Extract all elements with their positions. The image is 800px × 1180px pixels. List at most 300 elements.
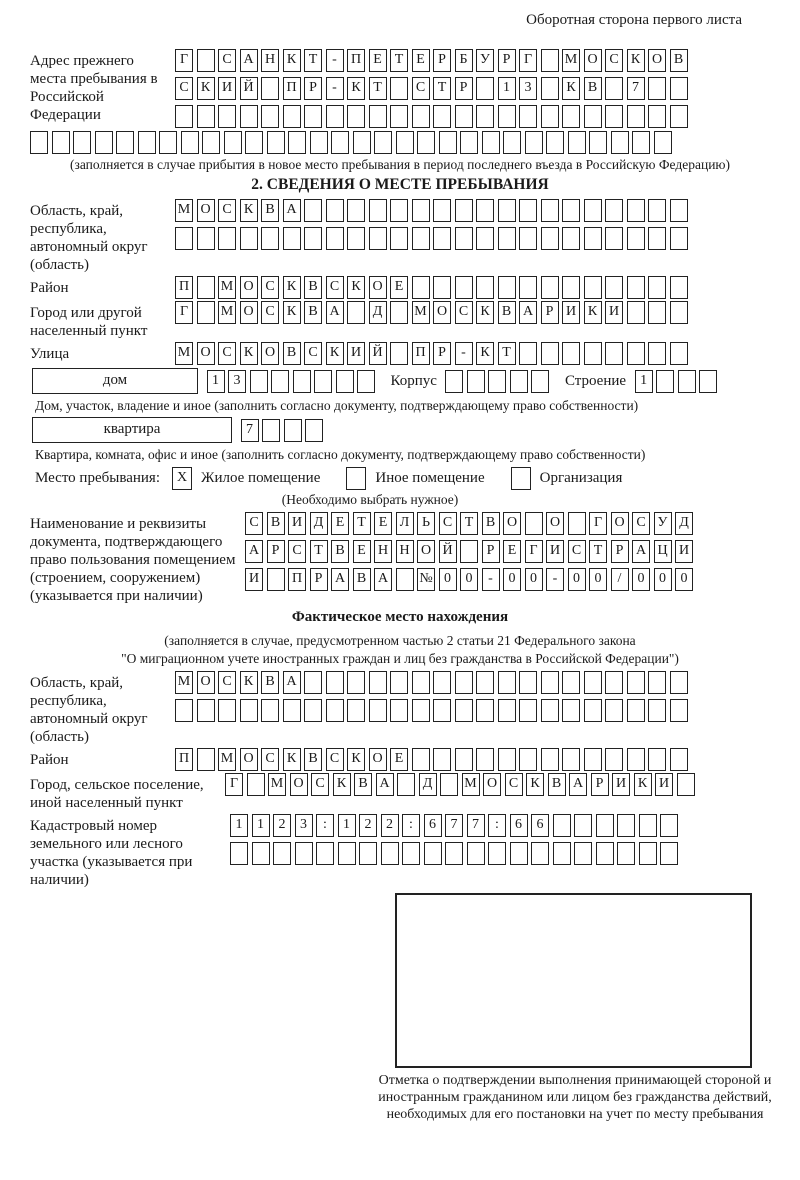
char-cell[interactable]: К (326, 342, 344, 365)
char-cell[interactable]: И (605, 301, 623, 324)
char-cell[interactable]: П (175, 748, 193, 771)
char-cell[interactable] (648, 671, 666, 694)
char-cell[interactable] (304, 199, 322, 222)
char-cell[interactable] (95, 131, 113, 154)
char-cell[interactable]: С (218, 199, 236, 222)
char-cell[interactable]: В (261, 199, 279, 222)
char-cell[interactable]: А (632, 540, 650, 563)
char-cell[interactable] (224, 131, 242, 154)
char-cell[interactable] (455, 227, 473, 250)
char-cell[interactable] (369, 199, 387, 222)
char-cell[interactable] (310, 131, 328, 154)
char-cell[interactable]: М (462, 773, 480, 796)
char-cell[interactable] (648, 227, 666, 250)
char-cell[interactable]: 0 (503, 568, 521, 591)
char-cell[interactable]: А (283, 199, 301, 222)
char-cell[interactable]: В (267, 512, 285, 535)
char-cell[interactable]: Т (460, 512, 478, 535)
char-cell[interactable]: 1 (207, 370, 225, 393)
char-cell[interactable] (574, 842, 592, 865)
char-cell[interactable] (316, 842, 334, 865)
char-cell[interactable]: Е (374, 512, 392, 535)
char-cell[interactable] (218, 105, 236, 128)
char-cell[interactable]: 3 (519, 77, 537, 100)
char-cell[interactable]: Г (175, 49, 193, 72)
char-cell[interactable] (660, 842, 678, 865)
char-cell[interactable]: 6 (510, 814, 528, 837)
char-cell[interactable] (541, 748, 559, 771)
char-cell[interactable] (202, 131, 220, 154)
char-cell[interactable] (519, 748, 537, 771)
char-cell[interactable] (288, 131, 306, 154)
char-cell[interactable]: 0 (525, 568, 543, 591)
char-cell[interactable]: - (482, 568, 500, 591)
char-cell[interactable] (245, 131, 263, 154)
char-cell[interactable] (627, 342, 645, 365)
char-cell[interactable] (240, 699, 258, 722)
char-cell[interactable] (498, 748, 516, 771)
char-cell[interactable]: Д (419, 773, 437, 796)
char-cell[interactable]: С (218, 49, 236, 72)
char-cell[interactable] (218, 227, 236, 250)
char-cell[interactable] (304, 671, 322, 694)
char-cell[interactable] (510, 842, 528, 865)
char-cell[interactable] (347, 301, 365, 324)
char-cell[interactable] (541, 227, 559, 250)
char-cell[interactable] (197, 105, 215, 128)
char-cell[interactable] (116, 131, 134, 154)
char-cell[interactable] (455, 276, 473, 299)
char-cell[interactable]: И (562, 301, 580, 324)
char-cell[interactable]: - (546, 568, 564, 591)
char-cell[interactable]: Р (310, 568, 328, 591)
char-cell[interactable]: С (326, 276, 344, 299)
char-cell[interactable] (433, 199, 451, 222)
char-cell[interactable]: Е (412, 49, 430, 72)
char-cell[interactable] (283, 699, 301, 722)
char-cell[interactable] (584, 671, 602, 694)
char-cell[interactable] (627, 301, 645, 324)
char-cell[interactable]: Л (396, 512, 414, 535)
char-cell[interactable] (531, 842, 549, 865)
char-cell[interactable] (656, 370, 674, 393)
char-cell[interactable]: О (290, 773, 308, 796)
char-cell[interactable]: 1 (230, 814, 248, 837)
char-cell[interactable]: М (218, 301, 236, 324)
char-cell[interactable]: С (288, 540, 306, 563)
char-cell[interactable] (197, 227, 215, 250)
char-cell[interactable]: В (331, 540, 349, 563)
char-cell[interactable] (267, 131, 285, 154)
char-cell[interactable]: Р (482, 540, 500, 563)
char-cell[interactable] (433, 748, 451, 771)
char-cell[interactable] (648, 77, 666, 100)
char-cell[interactable]: : (488, 814, 506, 837)
char-cell[interactable]: А (569, 773, 587, 796)
char-cell[interactable]: М (218, 748, 236, 771)
char-cell[interactable]: Р (433, 342, 451, 365)
char-cell[interactable]: С (311, 773, 329, 796)
char-cell[interactable]: Н (374, 540, 392, 563)
char-cell[interactable]: О (648, 49, 666, 72)
char-cell[interactable] (541, 671, 559, 694)
char-cell[interactable]: О (261, 342, 279, 365)
char-cell[interactable] (252, 842, 270, 865)
char-cell[interactable] (52, 131, 70, 154)
char-cell[interactable] (460, 131, 478, 154)
char-cell[interactable] (397, 773, 415, 796)
char-cell[interactable] (381, 842, 399, 865)
char-cell[interactable]: Т (310, 540, 328, 563)
char-cell[interactable] (562, 748, 580, 771)
char-cell[interactable] (670, 301, 688, 324)
char-cell[interactable] (433, 671, 451, 694)
char-cell[interactable]: Р (498, 49, 516, 72)
char-cell[interactable]: К (562, 77, 580, 100)
char-cell[interactable]: Ь (417, 512, 435, 535)
char-cell[interactable]: К (283, 748, 301, 771)
char-cell[interactable] (670, 227, 688, 250)
char-cell[interactable]: К (283, 276, 301, 299)
char-cell[interactable] (562, 699, 580, 722)
char-cell[interactable] (417, 131, 435, 154)
char-cell[interactable] (605, 671, 623, 694)
char-cell[interactable] (304, 227, 322, 250)
char-cell[interactable] (476, 671, 494, 694)
char-cell[interactable]: 0 (654, 568, 672, 591)
char-cell[interactable] (498, 105, 516, 128)
char-cell[interactable]: Т (433, 77, 451, 100)
char-cell[interactable]: Н (396, 540, 414, 563)
char-cell[interactable] (433, 276, 451, 299)
char-cell[interactable] (519, 342, 537, 365)
char-cell[interactable]: С (261, 301, 279, 324)
char-cell[interactable]: 2 (381, 814, 399, 837)
char-cell[interactable]: С (505, 773, 523, 796)
char-cell[interactable] (525, 512, 543, 535)
char-cell[interactable]: К (283, 49, 301, 72)
char-cell[interactable] (433, 699, 451, 722)
char-cell[interactable] (476, 199, 494, 222)
char-cell[interactable] (584, 199, 602, 222)
char-cell[interactable] (267, 568, 285, 591)
char-cell[interactable] (175, 227, 193, 250)
char-cell[interactable] (390, 699, 408, 722)
char-cell[interactable] (498, 671, 516, 694)
char-cell[interactable]: Й (369, 342, 387, 365)
char-cell[interactable]: П (283, 77, 301, 100)
char-cell[interactable] (654, 131, 672, 154)
char-cell[interactable] (584, 342, 602, 365)
char-cell[interactable]: А (326, 301, 344, 324)
char-cell[interactable] (476, 77, 494, 100)
char-cell[interactable]: К (333, 773, 351, 796)
char-cell[interactable] (562, 342, 580, 365)
char-cell[interactable] (627, 105, 645, 128)
char-cell[interactable]: Г (519, 49, 537, 72)
char-cell[interactable] (678, 370, 696, 393)
char-cell[interactable] (660, 814, 678, 837)
char-cell[interactable]: К (347, 276, 365, 299)
char-cell[interactable] (359, 842, 377, 865)
char-cell[interactable] (374, 131, 392, 154)
char-cell[interactable]: О (197, 671, 215, 694)
char-cell[interactable] (250, 370, 268, 393)
char-cell[interactable] (627, 748, 645, 771)
char-cell[interactable] (648, 699, 666, 722)
checkbox-organization[interactable] (511, 467, 531, 490)
char-cell[interactable]: А (283, 671, 301, 694)
char-cell[interactable]: Т (498, 342, 516, 365)
char-cell[interactable]: О (503, 512, 521, 535)
char-cell[interactable]: Р (304, 77, 322, 100)
char-cell[interactable]: О (240, 301, 258, 324)
char-cell[interactable] (584, 227, 602, 250)
char-cell[interactable] (648, 342, 666, 365)
char-cell[interactable] (648, 199, 666, 222)
char-cell[interactable]: / (611, 568, 629, 591)
char-cell[interactable]: М (175, 199, 193, 222)
char-cell[interactable]: Т (353, 512, 371, 535)
char-cell[interactable] (503, 131, 521, 154)
char-cell[interactable]: Т (589, 540, 607, 563)
char-cell[interactable]: П (288, 568, 306, 591)
char-cell[interactable]: В (304, 301, 322, 324)
char-cell[interactable]: 7 (241, 419, 259, 442)
char-cell[interactable] (73, 131, 91, 154)
char-cell[interactable]: С (439, 512, 457, 535)
char-cell[interactable] (433, 227, 451, 250)
char-cell[interactable]: М (562, 49, 580, 72)
char-cell[interactable] (175, 699, 193, 722)
char-cell[interactable]: К (347, 748, 365, 771)
char-cell[interactable] (273, 842, 291, 865)
char-cell[interactable]: О (197, 342, 215, 365)
char-cell[interactable] (455, 671, 473, 694)
char-cell[interactable] (670, 748, 688, 771)
char-cell[interactable] (240, 227, 258, 250)
char-cell[interactable]: И (546, 540, 564, 563)
char-cell[interactable] (433, 105, 451, 128)
char-cell[interactable] (175, 105, 193, 128)
char-cell[interactable]: - (326, 77, 344, 100)
char-cell[interactable] (424, 842, 442, 865)
char-cell[interactable]: Д (675, 512, 693, 535)
char-cell[interactable] (541, 276, 559, 299)
char-cell[interactable]: К (283, 301, 301, 324)
char-cell[interactable] (568, 512, 586, 535)
char-cell[interactable] (605, 699, 623, 722)
char-cell[interactable] (283, 227, 301, 250)
char-cell[interactable] (541, 77, 559, 100)
char-cell[interactable] (648, 276, 666, 299)
char-cell[interactable]: 0 (460, 568, 478, 591)
char-cell[interactable] (541, 49, 559, 72)
char-cell[interactable] (338, 842, 356, 865)
char-cell[interactable] (240, 105, 258, 128)
char-cell[interactable] (262, 419, 280, 442)
char-cell[interactable] (467, 842, 485, 865)
char-cell[interactable] (562, 276, 580, 299)
char-cell[interactable]: С (304, 342, 322, 365)
house-type-box[interactable]: дом (32, 368, 198, 394)
char-cell[interactable]: С (175, 77, 193, 100)
char-cell[interactable] (390, 342, 408, 365)
char-cell[interactable] (295, 842, 313, 865)
char-cell[interactable]: Р (541, 301, 559, 324)
char-cell[interactable] (553, 842, 571, 865)
char-cell[interactable] (261, 699, 279, 722)
char-cell[interactable]: 0 (675, 568, 693, 591)
char-cell[interactable]: О (240, 276, 258, 299)
char-cell[interactable] (181, 131, 199, 154)
char-cell[interactable]: В (548, 773, 566, 796)
char-cell[interactable] (699, 370, 717, 393)
char-cell[interactable]: № (417, 568, 435, 591)
char-cell[interactable] (519, 699, 537, 722)
char-cell[interactable]: - (326, 49, 344, 72)
char-cell[interactable] (584, 699, 602, 722)
char-cell[interactable]: Е (353, 540, 371, 563)
char-cell[interactable] (353, 131, 371, 154)
char-cell[interactable] (304, 105, 322, 128)
char-cell[interactable] (197, 748, 215, 771)
char-cell[interactable]: Г (589, 512, 607, 535)
char-cell[interactable]: 6 (424, 814, 442, 837)
char-cell[interactable] (670, 276, 688, 299)
char-cell[interactable] (568, 131, 586, 154)
char-cell[interactable] (589, 131, 607, 154)
char-cell[interactable]: В (304, 276, 322, 299)
char-cell[interactable] (439, 131, 457, 154)
char-cell[interactable] (627, 227, 645, 250)
char-cell[interactable] (283, 105, 301, 128)
char-cell[interactable]: Р (267, 540, 285, 563)
char-cell[interactable] (627, 276, 645, 299)
char-cell[interactable]: Ц (654, 540, 672, 563)
char-cell[interactable] (336, 370, 354, 393)
char-cell[interactable] (261, 105, 279, 128)
char-cell[interactable] (390, 227, 408, 250)
char-cell[interactable]: Р (591, 773, 609, 796)
char-cell[interactable]: П (347, 49, 365, 72)
char-cell[interactable] (562, 671, 580, 694)
char-cell[interactable]: Е (390, 748, 408, 771)
apartment-type-box[interactable]: квартира (32, 417, 232, 443)
char-cell[interactable]: К (584, 301, 602, 324)
char-cell[interactable]: 1 (338, 814, 356, 837)
char-cell[interactable] (369, 699, 387, 722)
char-cell[interactable] (498, 276, 516, 299)
char-cell[interactable]: Б (455, 49, 473, 72)
char-cell[interactable] (648, 748, 666, 771)
char-cell[interactable]: Д (369, 301, 387, 324)
char-cell[interactable]: Е (369, 49, 387, 72)
char-cell[interactable] (488, 842, 506, 865)
char-cell[interactable]: 7 (627, 77, 645, 100)
char-cell[interactable]: Г (525, 540, 543, 563)
char-cell[interactable] (369, 671, 387, 694)
char-cell[interactable]: Е (390, 276, 408, 299)
char-cell[interactable]: В (498, 301, 516, 324)
char-cell[interactable]: У (654, 512, 672, 535)
char-cell[interactable] (138, 131, 156, 154)
char-cell[interactable]: - (455, 342, 473, 365)
char-cell[interactable] (455, 699, 473, 722)
char-cell[interactable]: С (218, 342, 236, 365)
char-cell[interactable] (390, 301, 408, 324)
char-cell[interactable]: А (374, 568, 392, 591)
char-cell[interactable] (390, 199, 408, 222)
char-cell[interactable] (670, 77, 688, 100)
char-cell[interactable]: Т (304, 49, 322, 72)
char-cell[interactable]: 0 (589, 568, 607, 591)
char-cell[interactable]: 1 (252, 814, 270, 837)
char-cell[interactable] (605, 342, 623, 365)
char-cell[interactable] (357, 370, 375, 393)
char-cell[interactable] (455, 748, 473, 771)
char-cell[interactable]: П (175, 276, 193, 299)
char-cell[interactable]: С (218, 671, 236, 694)
char-cell[interactable] (562, 105, 580, 128)
char-cell[interactable]: В (304, 748, 322, 771)
char-cell[interactable]: К (197, 77, 215, 100)
char-cell[interactable]: С (568, 540, 586, 563)
char-cell[interactable] (482, 131, 500, 154)
char-cell[interactable]: О (197, 199, 215, 222)
char-cell[interactable] (460, 540, 478, 563)
char-cell[interactable] (519, 105, 537, 128)
checkbox-residential[interactable]: X (172, 467, 192, 490)
char-cell[interactable] (261, 77, 279, 100)
char-cell[interactable]: Г (225, 773, 243, 796)
char-cell[interactable] (546, 131, 564, 154)
char-cell[interactable]: Д (310, 512, 328, 535)
char-cell[interactable] (445, 370, 463, 393)
char-cell[interactable]: Р (455, 77, 473, 100)
char-cell[interactable] (648, 105, 666, 128)
char-cell[interactable] (305, 419, 323, 442)
char-cell[interactable]: К (476, 301, 494, 324)
char-cell[interactable]: С (261, 276, 279, 299)
char-cell[interactable]: И (218, 77, 236, 100)
char-cell[interactable]: 6 (531, 814, 549, 837)
char-cell[interactable] (670, 699, 688, 722)
char-cell[interactable] (326, 105, 344, 128)
char-cell[interactable]: О (433, 301, 451, 324)
char-cell[interactable] (498, 699, 516, 722)
char-cell[interactable] (562, 227, 580, 250)
char-cell[interactable] (519, 276, 537, 299)
char-cell[interactable] (402, 842, 420, 865)
char-cell[interactable] (632, 131, 650, 154)
char-cell[interactable]: 3 (228, 370, 246, 393)
char-cell[interactable] (617, 842, 635, 865)
char-cell[interactable]: И (347, 342, 365, 365)
char-cell[interactable]: К (634, 773, 652, 796)
char-cell[interactable] (488, 370, 506, 393)
char-cell[interactable] (230, 842, 248, 865)
char-cell[interactable] (541, 699, 559, 722)
char-cell[interactable] (455, 199, 473, 222)
char-cell[interactable] (412, 699, 430, 722)
char-cell[interactable]: Й (439, 540, 457, 563)
char-cell[interactable]: В (353, 568, 371, 591)
char-cell[interactable]: В (670, 49, 688, 72)
char-cell[interactable] (476, 227, 494, 250)
char-cell[interactable]: Е (503, 540, 521, 563)
char-cell[interactable] (519, 227, 537, 250)
